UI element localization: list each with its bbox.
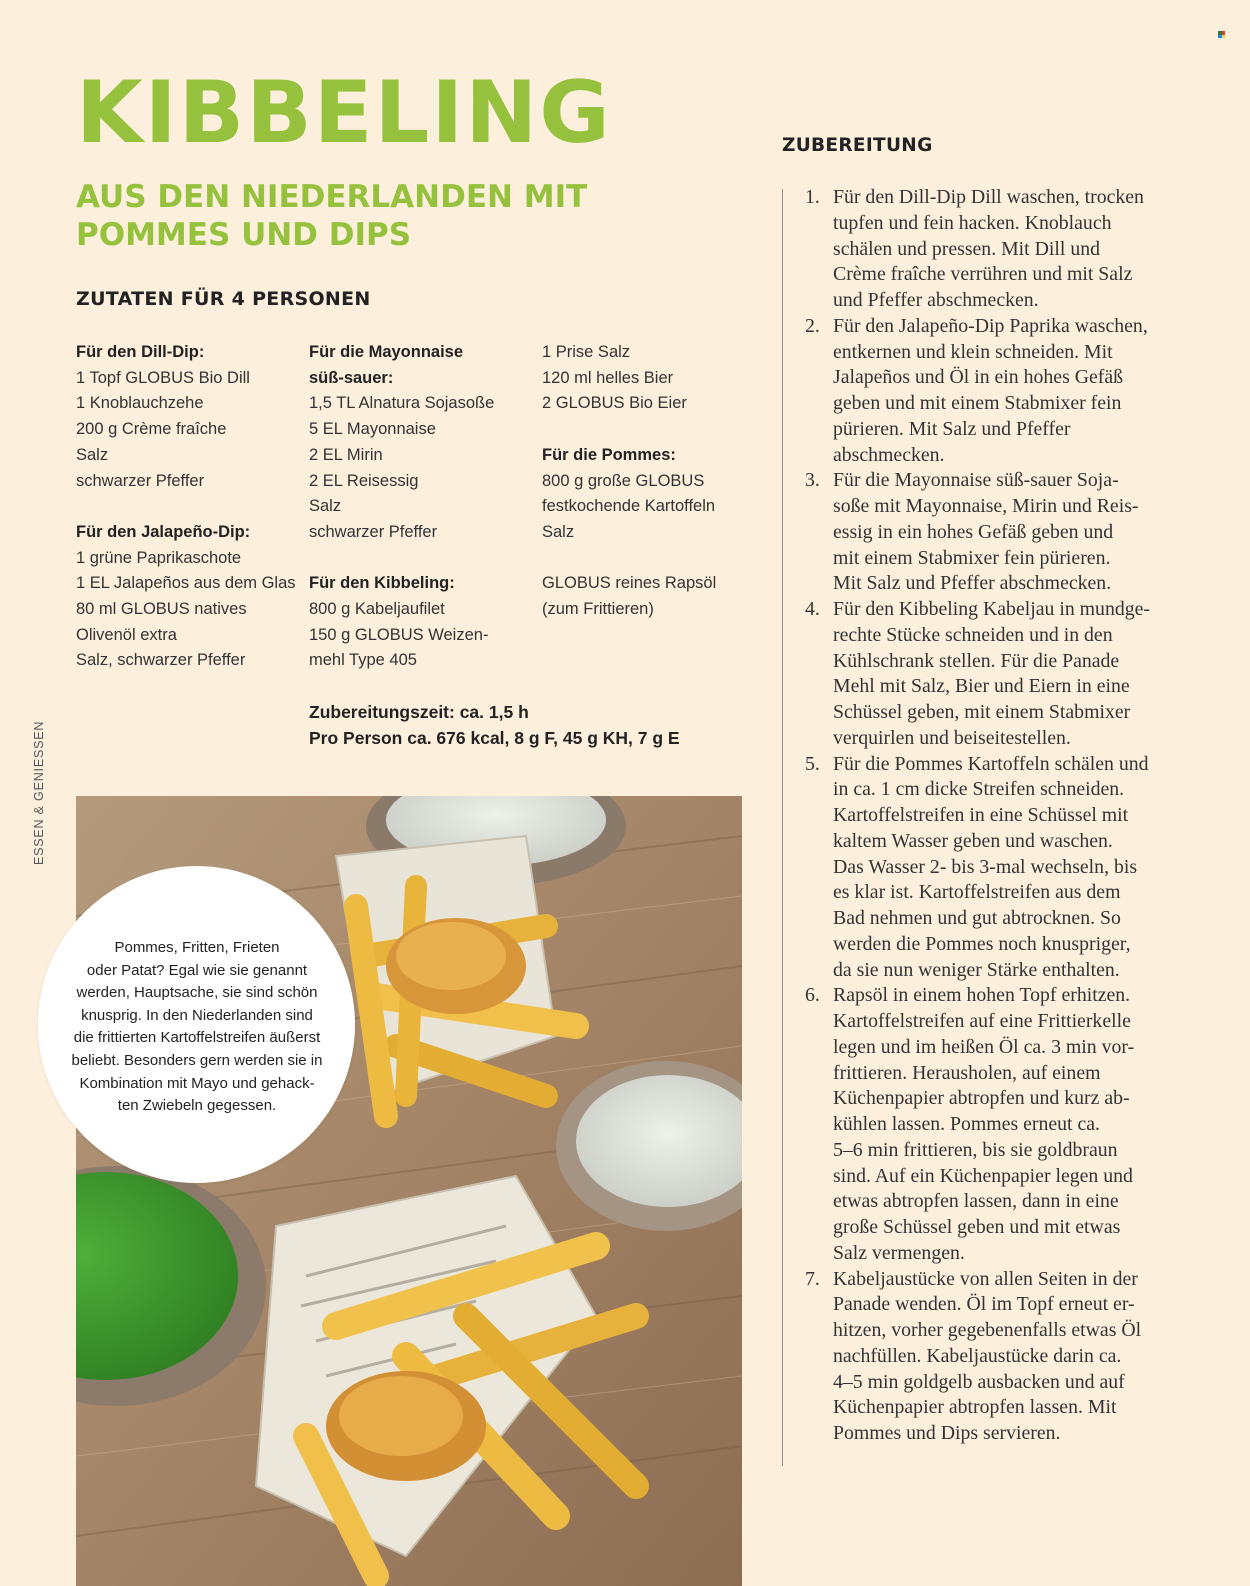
- step-text-line: mit einem Stabmixer fein pürieren.: [833, 546, 1111, 569]
- step-text-line: Panade wenden. Öl im Topf erneut er-: [833, 1293, 1135, 1316]
- ingredient-item: 1 EL Jalapeños aus dem Glas: [76, 574, 296, 593]
- preparation-steps: [802, 185, 1202, 1447]
- ingredient-item: 1 Prise Salz: [542, 343, 631, 361]
- step-text-line: tupfen und fein hacken. Knoblauch: [833, 211, 1112, 234]
- step-number: 1.: [805, 186, 820, 208]
- step-text-line: legen und im heißen Öl ca. 3 min vor-: [833, 1035, 1135, 1058]
- dill-dip-label: Für den Dill-Dip:: [76, 343, 205, 361]
- step-text-line: Für die Mayonnaise süß-sauer Soja-: [833, 469, 1119, 492]
- step-text-line: soße mit Mayonnaise, Mirin und Reis-: [833, 495, 1139, 517]
- step-text-line: Pommes und Dips servieren.: [833, 1422, 1061, 1444]
- ingredient-item: 1 Topf GLOBUS Bio Dill: [76, 368, 250, 387]
- step-text-line: abschmecken.: [833, 443, 945, 466]
- bubble-line: Pommes, Fritten, Frieten: [114, 939, 280, 956]
- step-text-line: rechte Stücke schneiden und in den: [833, 623, 1113, 646]
- preparation-step: [802, 468, 1202, 597]
- step-text-line: 4–5 min goldgelb ausbacken und auf: [833, 1370, 1125, 1393]
- step-number: 4.: [805, 598, 820, 620]
- ingredient-item: 2 EL Reisessig: [309, 471, 419, 490]
- step-text-line: Für den Dill-Dip Dill waschen, trocken: [833, 186, 1144, 208]
- preparation-heading: ZUBEREITUNG: [782, 135, 933, 156]
- step-text-line: verquirlen und beiseitestellen.: [833, 726, 1071, 749]
- bubble-line: Kombination mit Mayo und gehack-: [79, 1074, 315, 1092]
- preparation-step: [802, 597, 1202, 752]
- ingredient-item: festkochende Kartoffeln: [542, 497, 716, 516]
- step-text-line: Für den Kibbeling Kabeljau in mundge-: [833, 598, 1150, 620]
- step-number: 2.: [805, 314, 820, 337]
- prep-time: Zubereitungszeit: ca. 1,5 h: [309, 702, 529, 722]
- info-bubble-text: [58, 937, 336, 1118]
- pommes-label: Für die Pommes:: [542, 445, 676, 464]
- dill-dip-group: [76, 340, 306, 494]
- section-side-label: ESSEN & GENIESSEN: [32, 720, 46, 865]
- mayo-group: [309, 340, 539, 546]
- step-text-line: Kartoffelstreifen in eine Schüssel mit: [833, 804, 1129, 826]
- ingredient-item: 200 g Crème fraîche: [76, 420, 227, 439]
- batter-group: [542, 340, 772, 417]
- ingredient-item: 1,5 TL Alnatura Sojasoße: [309, 394, 495, 413]
- step-text-line: sind. Auf ein Küchenpapier legen und: [833, 1164, 1133, 1187]
- recipe-title: KIBBELING: [76, 63, 612, 163]
- step-text-line: Crème fraîche verrühren und mit Salz: [833, 263, 1133, 286]
- step-text-line: etwas abtropfen lassen, dann in eine: [833, 1190, 1119, 1213]
- ingredients-column-1: [76, 340, 306, 700]
- preparation-divider: [782, 189, 783, 1466]
- step-text-line: Kartoffelstreifen auf eine Frittierkelle: [833, 1010, 1131, 1032]
- step-text-line: Rapsöl in einem hohen Topf erhitzen.: [833, 984, 1131, 1007]
- subtitle-line: POMMES UND DIPS: [76, 217, 412, 253]
- ingredient-item: Salz, schwarzer Pfeffer: [76, 651, 246, 670]
- pommes-group: [542, 443, 772, 546]
- step-text-line: geben und mit einem Stabmixer fein: [833, 392, 1122, 414]
- step-text-line: es klar ist. Kartoffelstreifen aus dem: [833, 881, 1121, 904]
- step-text-line: Kühlschrank stellen. Für die Panade: [833, 649, 1120, 672]
- step-text-line: Kabeljaustücke von allen Seiten in der: [833, 1267, 1138, 1290]
- preparation-step: [802, 983, 1202, 1266]
- recipe-subtitle: [76, 178, 636, 254]
- bubble-line: werden, Hauptsache, sie sind schön: [76, 984, 318, 1002]
- step-number: 3.: [805, 469, 820, 492]
- ingredient-item: 1 Knoblauchzehe: [76, 394, 204, 413]
- step-text-line: Mit Salz und Pfeffer abschmecken.: [833, 572, 1112, 595]
- jalapeno-dip-label: Für den Jalapeño-Dip:: [76, 522, 251, 541]
- ingredient-item: 800 g Kabeljaufilet: [309, 600, 445, 619]
- preparation-step: [802, 752, 1202, 984]
- step-text-line: frittieren. Herausholen, auf einem: [833, 1061, 1101, 1084]
- step-text-line: Küchenpapier abtropfen und kurz ab-: [833, 1087, 1130, 1110]
- step-text-line: hitzen, vorher gegebenenfalls etwas Öl: [833, 1319, 1142, 1341]
- ingredient-item: 2 GLOBUS Bio Eier: [542, 394, 687, 413]
- jalapeno-dip-group: [76, 520, 306, 674]
- step-text-line: kaltem Wasser geben und waschen.: [833, 829, 1113, 852]
- nutrition-info: Pro Person ca. 676 kcal, 8 g F, 45 g KH, 7 g E: [309, 728, 680, 748]
- ingredient-item: 5 EL Mayonnaise: [309, 420, 436, 439]
- mayo-label: Für die Mayonnaise: [309, 343, 464, 361]
- ingredients-column-2: [309, 340, 539, 700]
- step-text-line: werden die Pommes noch knuspriger,: [833, 932, 1131, 955]
- kibbeling-group: [309, 571, 539, 674]
- step-text-line: 5–6 min frittieren, bis sie goldbraun: [833, 1138, 1118, 1161]
- step-text-line: große Schüssel geben und mit etwas: [833, 1216, 1121, 1238]
- step-text-line: Für die Pommes Kartoffeln schälen und: [833, 752, 1149, 775]
- ingredient-item: Olivenöl extra: [76, 625, 177, 644]
- bubble-line: die frittierten Kartoffelstreifen äußerst: [73, 1029, 321, 1047]
- step-text-line: Das Wasser 2- bis 3-mal wechseln, bis: [833, 855, 1138, 878]
- ingredient-item: (zum Frittieren): [542, 600, 654, 618]
- step-text-line: Küchenpapier abtropfen lassen. Mit: [833, 1396, 1117, 1419]
- step-text-line: Jalapeños und Öl in ein hohes Gefäß: [833, 366, 1124, 389]
- step-text-line: schälen und pressen. Mit Dill und: [833, 237, 1101, 260]
- ingredient-item: GLOBUS reines Rapsöl: [542, 574, 717, 593]
- kibbeling-label: Für den Kibbeling:: [309, 574, 455, 593]
- ingredient-item: Salz: [542, 522, 575, 541]
- step-text-line: Bad nehmen und gut abtrocknen. So: [833, 907, 1121, 929]
- ingredient-item: schwarzer Pfeffer: [309, 522, 438, 541]
- step-text-line: pürieren. Mit Salz und Pfeffer: [833, 417, 1071, 440]
- bubble-line: beliebt. Besonders gern werden sie in: [71, 1051, 323, 1069]
- step-text-line: kühlen lassen. Pommes erneut ca.: [833, 1113, 1100, 1135]
- step-text-line: da sie nun weniger Stärke enthalten.: [833, 958, 1120, 981]
- corner-color-mark: [1218, 31, 1225, 38]
- step-text-line: Für den Jalapeño-Dip Paprika waschen,: [833, 314, 1148, 337]
- ingredient-item: Salz: [309, 497, 342, 516]
- ingredient-item: 80 ml GLOBUS natives: [76, 600, 247, 619]
- ingredient-item: 120 ml helles Bier: [542, 368, 674, 387]
- step-number: 7.: [805, 1267, 820, 1290]
- bubble-line: ten Zwiebeln gegessen.: [117, 1097, 277, 1115]
- preparation-step: [802, 185, 1202, 314]
- step-number: 5.: [805, 752, 820, 775]
- frying-group: [542, 571, 772, 622]
- step-text-line: und Pfeffer abschmecken.: [833, 289, 1039, 311]
- step-text-line: nachfüllen. Kabeljaustücke darin ca.: [833, 1344, 1122, 1367]
- step-text-line: Mehl mit Salz, Bier und Eiern in eine: [833, 675, 1130, 698]
- recipe-meta: [309, 699, 680, 751]
- step-text-line: Salz vermengen.: [833, 1241, 965, 1264]
- mayo-label: süß-sauer:: [309, 368, 394, 387]
- ingredient-item: Salz: [76, 445, 109, 464]
- ingredient-item: mehl Type 405: [309, 651, 417, 670]
- step-number: 6.: [805, 984, 820, 1007]
- preparation-step: [802, 314, 1202, 469]
- subtitle-line: AUS DEN NIEDERLANDEN MIT: [76, 179, 588, 215]
- step-text-line: essig in ein hohes Gefäß geben und: [833, 520, 1114, 543]
- ingredient-item: 800 g große GLOBUS: [542, 471, 705, 490]
- step-text-line: entkernen und klein schneiden. Mit: [833, 340, 1113, 363]
- ingredient-item: 2 EL Mirin: [309, 445, 383, 464]
- ingredient-item: 1 grüne Paprikaschote: [76, 548, 242, 567]
- step-text-line: Schüssel geben, mit einem Stabmixer: [833, 701, 1131, 723]
- ingredients-heading: ZUTATEN FÜR 4 PERSONEN: [76, 288, 371, 310]
- ingredient-item: schwarzer Pfeffer: [76, 471, 205, 490]
- bubble-line: knusprig. In den Niederlanden sind: [81, 1006, 313, 1024]
- ingredients-column-3: [542, 340, 772, 648]
- preparation-step: [802, 1267, 1202, 1447]
- bubble-line: oder Patat? Egal wie sie genannt: [86, 961, 308, 979]
- step-text-line: in ca. 1 cm dicke Streifen schneiden.: [833, 778, 1125, 801]
- ingredient-item: 150 g GLOBUS Weizen-: [309, 625, 489, 644]
